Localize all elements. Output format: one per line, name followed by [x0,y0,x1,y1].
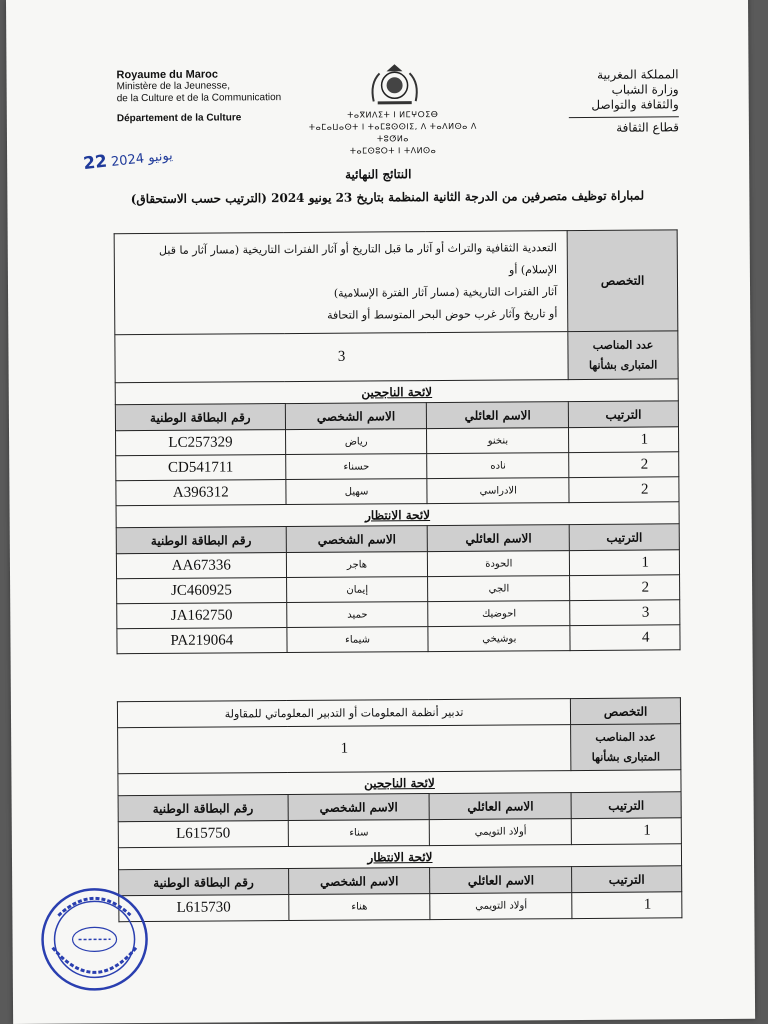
col-cin: رقم البطاقة الوطنية [116,527,286,554]
rank-cell: 3 [570,600,680,626]
specialty-line: التعددية الثقافية والتراث أو آثار ما قبل التاريخ أو آثار الفترات التاريخية (مسار آثار ما قبل الإسلام) أو [158,241,558,277]
cin-cell: L615750 [118,821,288,848]
col-personal: الاسم الشخصي [288,794,430,821]
specialty-line: آثار الفترات التاريخية (مسار آثار الفترة الإسلامية) [333,285,558,300]
rank-cell: 4 [570,625,680,651]
posts-value: 3 [115,332,568,383]
ar-line-3: والثقافة والتواصل [591,97,679,112]
personal-cell: حسناء [285,454,427,480]
family-cell: أولاد التويمي [430,893,572,920]
specialty-value [114,231,568,335]
personal-cell: إيمان [286,577,428,603]
posts-value: 1 [118,725,571,774]
specialty-value: تدبير أنظمة المعلومات أو التدبير المعلوماتي للمقاولة [117,699,570,728]
personal-cell: حميد [286,602,428,628]
french-header [116,68,281,125]
ar-sector: قطاع الثقافة [569,116,679,136]
personal-cell: سناء [288,820,430,847]
col-personal: الاسم الشخصي [286,526,428,553]
table-row [116,550,679,579]
col-personal: الاسم الشخصي [285,403,427,430]
table-row [118,818,681,848]
table-row [116,477,679,506]
ar-line-1: المملكة المغربية [597,67,679,82]
table-row [117,600,680,629]
waiting-list-title: لائحة الانتظار [118,844,681,870]
personal-cell: هاجر [286,552,428,578]
col-cin: رقم البطاقة الوطنية [118,795,288,822]
col-personal: الاسم الشخصي [288,868,430,895]
document-page [6,0,755,1024]
family-cell: الحودة [428,551,570,577]
date-rest: يونيو 2024 [110,148,174,170]
table-row [116,452,679,481]
specialty-label: التخصص [571,698,681,725]
cin-cell: LC257329 [116,430,286,456]
official-stamp-icon [38,885,151,994]
family-cell: ناده [427,453,569,479]
tifinagh-header [303,109,483,158]
family-cell: احوضيك [428,601,570,627]
personal-cell: سهيل [286,479,428,505]
cin-cell: CD541711 [116,455,286,481]
col-rank: الترتيب [568,401,678,428]
table-row [117,575,680,604]
family-cell: أولاد التويمي [430,819,572,846]
ar-line-2: وزارة الشباب [611,82,679,97]
rank-cell: 2 [569,452,679,478]
col-cin: رقم البطاقة الوطنية [115,404,285,431]
arabic-header [568,67,678,136]
col-family: الاسم العائلي [430,867,572,894]
family-cell: الجي [428,576,570,602]
col-family: الاسم العائلي [427,402,569,429]
col-family: الاسم العائلي [430,793,572,820]
coat-of-arms-icon [359,61,429,107]
cin-cell: A396312 [116,480,286,506]
fr-line-3: de la Culture et de la Communication [116,92,282,105]
col-rank: الترتيب [572,866,682,893]
fr-line-1: Royaume du Maroc [116,68,219,82]
results-title: النتائج النهائية [344,167,412,182]
cin-cell: JC460925 [117,578,287,604]
date-day: 22 [82,151,109,175]
col-rank: الترتيب [571,792,681,819]
fr-line-2: Ministère de la Jeunesse, [116,80,231,93]
col-family: الاسم العائلي [428,525,570,552]
tifinagh-line-2: ⵜⴰⵎⴰⵡⴰⵙⵜ ⵏ ⵜⴰⵎⵓⵙⵙⵏⵉ, ⴷ ⵜⴰⴷⵍⵙⴰ ⴷ ⵜⵓⵚⵍⴰ [308,121,477,144]
rank-cell: 2 [569,477,679,503]
rank-cell: 1 [569,427,679,453]
family-cell: الادراسي [427,478,569,504]
rank-cell: 1 [570,550,680,576]
cin-cell: JA162750 [117,603,287,629]
competition-title: لمباراة توظيف متصرفين من الدرجة الثانية المنظمة بتاريخ 23 يونيو 2024 (الترتيب حسب الاستحقاق) [130,188,645,207]
posts-label: عدد المناصب المتبارى بشأنها [571,724,681,771]
rank-cell: 2 [570,575,680,601]
rank-cell: 1 [572,892,682,919]
fr-department: Département de la Culture [116,112,242,125]
results-table-1 [114,229,681,654]
results-table-2 [117,697,683,922]
tifinagh-line-1: ⵜⴰⴳⵍⴷⵉⵜ ⵏ ⵍⵎⵖⵔⵉⴱ [347,109,439,120]
col-rank: الترتيب [569,524,679,551]
table-row [116,427,679,456]
specialty-line: أو تاريخ وآثار غرب حوض البحر المتوسط أو التحافة [327,307,558,322]
table-row [117,625,680,654]
cin-cell: L615730 [119,895,289,922]
passed-list-title: لائحة الناجحين [115,379,678,405]
rank-cell: 1 [571,818,681,845]
passed-list-title: لائحة الناجحين [118,770,681,796]
posts-label: عدد المناصب المتبارى بشأنها [568,331,678,380]
family-cell: بنخنو [427,428,569,454]
cin-cell: AA67336 [116,553,286,579]
specialty-label: التخصص [567,230,678,332]
col-cin: رقم البطاقة الوطنية [119,869,289,896]
personal-cell: هناء [288,894,430,921]
personal-cell: شيماء [287,627,429,653]
table-row [119,892,682,922]
cin-cell: PA219064 [117,628,287,654]
personal-cell: رياض [285,429,427,455]
family-cell: بوشيخي [428,626,570,652]
waiting-list-title: لائحة الانتظار [116,502,679,528]
tifinagh-line-3: ⵜⴰⵎⵙⵓⵔⵜ ⵏ ⵜⴷⵍⵙⴰ [349,145,437,156]
